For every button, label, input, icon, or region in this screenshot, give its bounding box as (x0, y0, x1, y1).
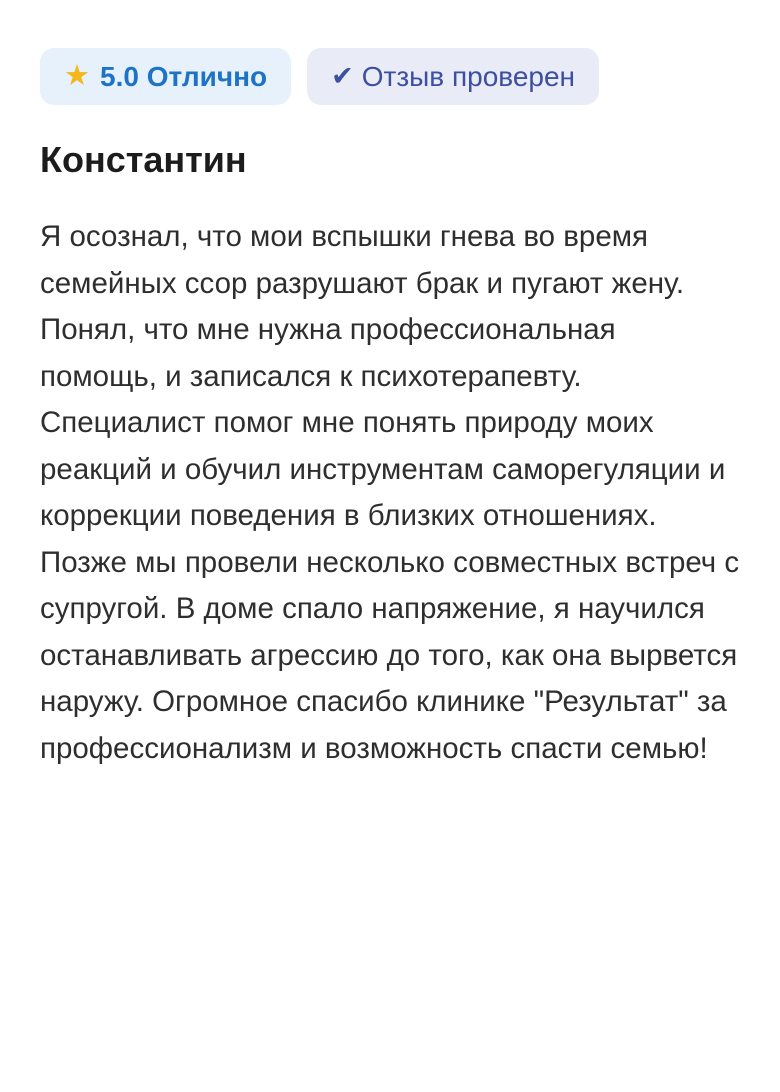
star-icon: ★ (64, 60, 90, 92)
rating-badge-label: 5.0 Отлично (100, 60, 268, 92)
badge-row (40, 48, 740, 105)
verified-badge-label: Отзыв проверен (361, 60, 576, 92)
review-author-name: Константин (40, 139, 247, 180)
review-text: Я осознал, что мои вспышки гнева во время семейных ссор разрушают брак и пугают жену. Понял, что мне нужна профессиональная помощь, и записался к психотерапевту. Специалист помог мне понять природу моих реакций и обучил инструментам саморегуляции и коррекции поведения в близких отношениях. Позже мы провели несколько совместных встреч с супругой. В доме спало напряжение, я научился останавливать агрессию до того, как она вырвется наружу. Огромное спасибо клинике "Результат" за профессионализм и возможность спасти семью! (40, 220, 740, 765)
verified-badge (307, 48, 599, 105)
rating-badge (40, 48, 291, 105)
check-icon: ✔ (331, 61, 354, 91)
